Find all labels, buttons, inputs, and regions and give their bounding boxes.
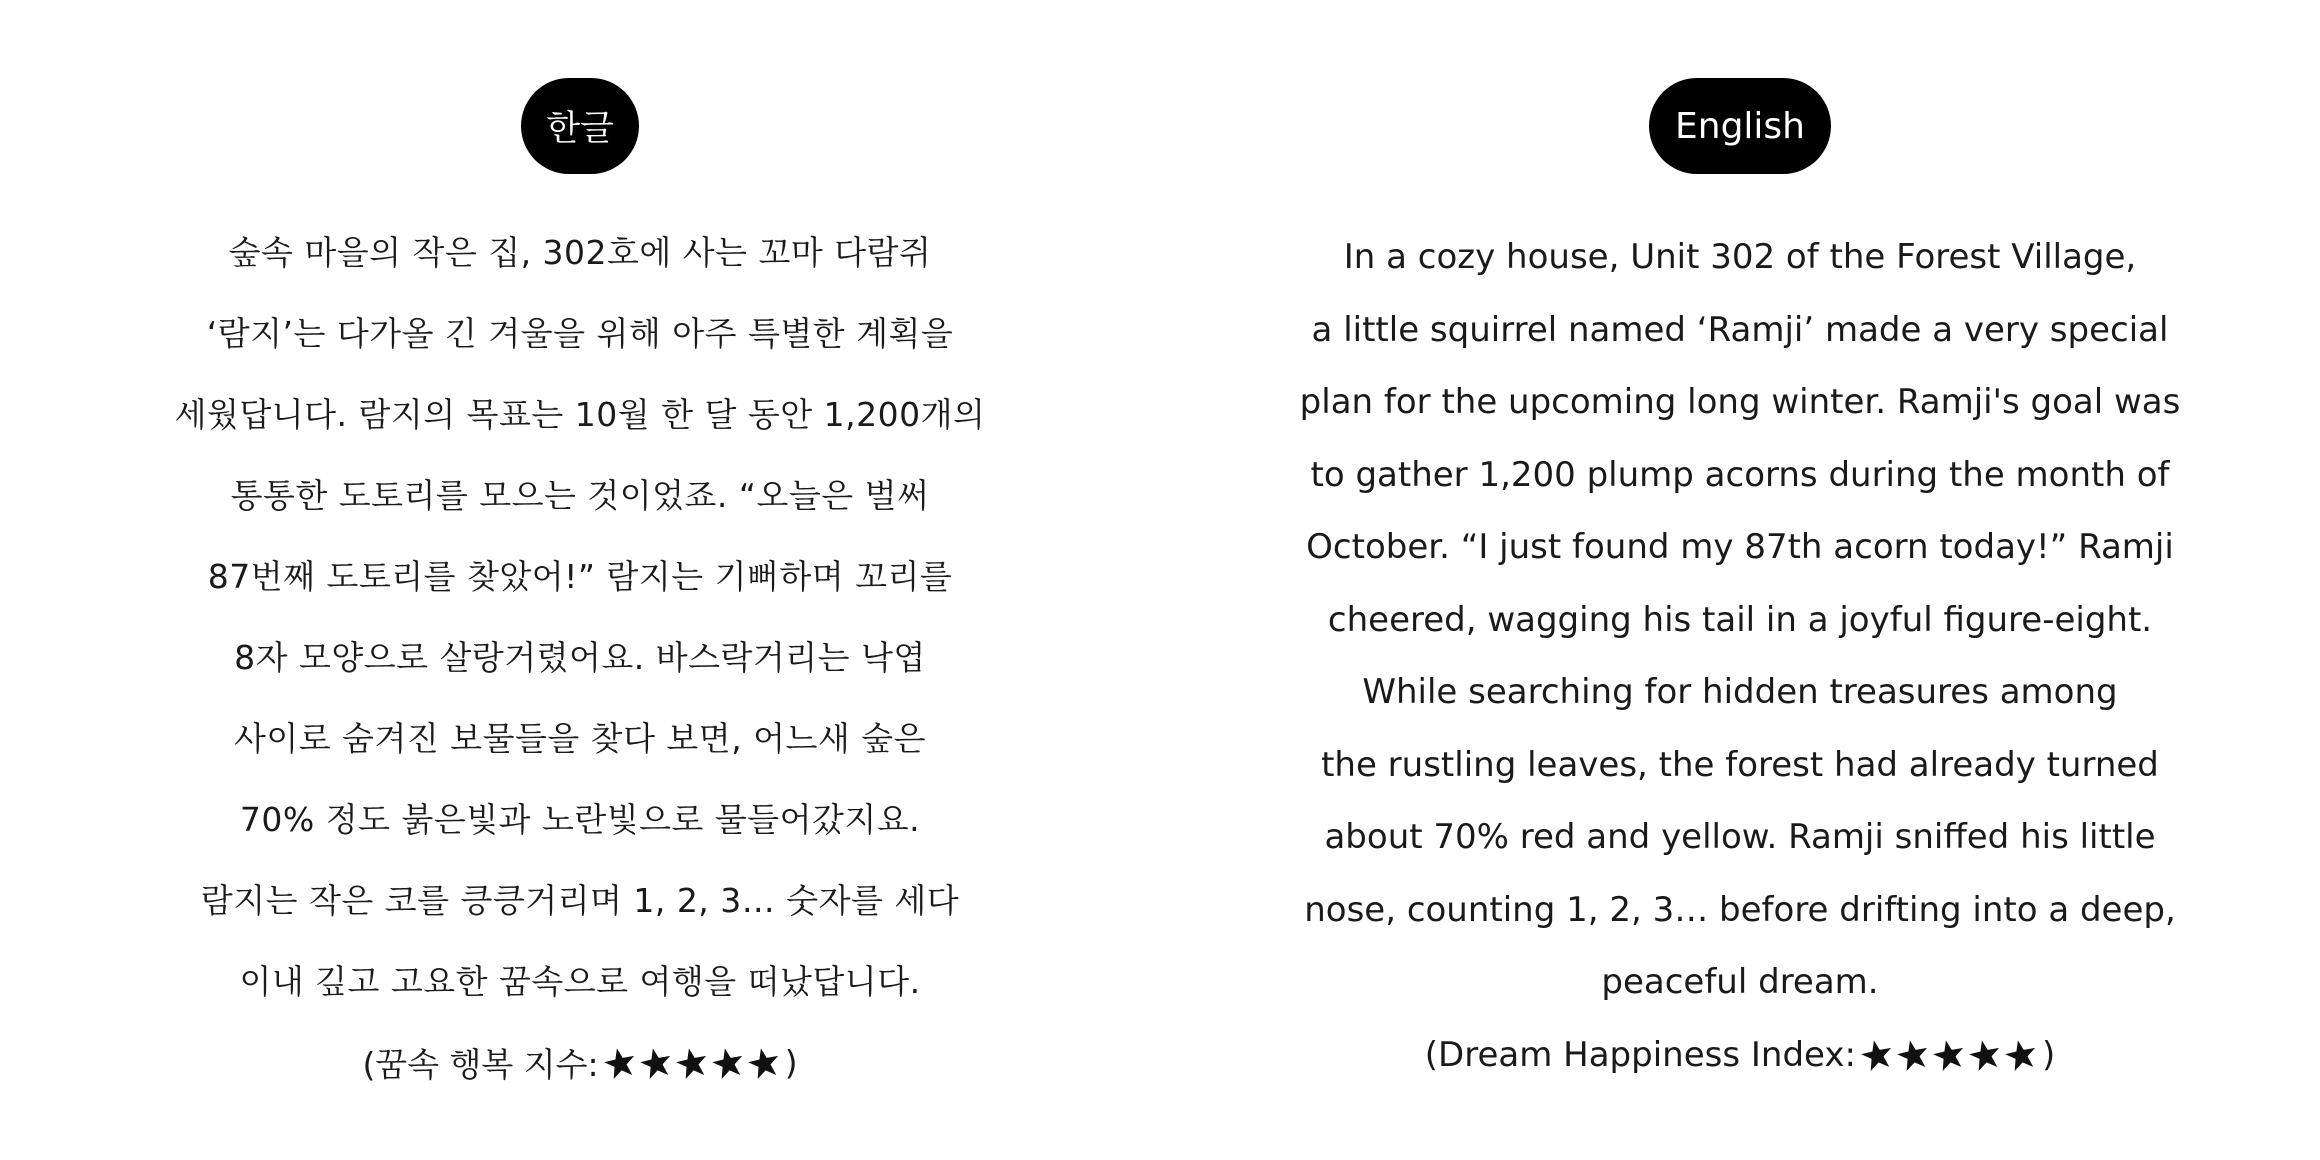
korean-index-label: (꿈속 행복 지수: xyxy=(362,1045,599,1084)
korean-story-text xyxy=(175,212,986,1103)
english-story-line: a little squirrel named ‘Ramji’ made a very special xyxy=(1311,309,2169,350)
star-icon xyxy=(675,1046,709,1080)
english-story-line: cheered, wagging his tail in a joyful figure-eight. xyxy=(1327,599,2153,640)
korean-language-badge: 한글 xyxy=(521,78,639,174)
star-icon xyxy=(603,1046,637,1080)
korean-story-line: 세웠답니다. 람지의 목표는 10월 한 달 동안 1,200개의 xyxy=(174,395,986,434)
english-story-line: October. “I just found my 87th acorn today!” Ramji xyxy=(1306,527,2174,567)
english-story-line: the rustling leaves, the forest had already turned xyxy=(1321,744,2159,785)
english-story-line: While searching for hidden treasures among xyxy=(1362,672,2118,712)
english-story-line: to gather 1,200 plump acorns during the month of xyxy=(1310,454,2170,495)
korean-story-line: 8자 모양으로 살랑거렸어요. 바스락거리는 낙엽 xyxy=(234,638,926,677)
english-star-rating xyxy=(1860,1038,2038,1072)
korean-story-line: 이내 깊고 고요한 꿈속으로 여행을 떠났답니다. xyxy=(239,962,921,1001)
korean-story-line: 람지는 작은 코를 킁킁거리며 1, 2, 3… 숫자를 세다 xyxy=(200,881,960,920)
english-language-badge: English xyxy=(1649,78,1831,174)
star-icon xyxy=(1860,1038,1894,1072)
star-icon xyxy=(1968,1038,2002,1072)
english-index-label: (Dream Happiness Index: xyxy=(1424,1034,1856,1075)
star-icon xyxy=(1932,1038,1966,1072)
star-icon xyxy=(2004,1038,2038,1072)
korean-story-line: 사이로 숨겨진 보물들을 찾다 보면, 어느새 숲은 xyxy=(233,719,927,758)
english-story-line: nose, counting 1, 2, 3… before drifting into a deep, xyxy=(1304,889,2176,930)
korean-index-close: ) xyxy=(784,1043,798,1082)
english-story-line: peaceful dream. xyxy=(1601,962,1879,1002)
korean-happiness-index xyxy=(362,1022,797,1103)
star-icon xyxy=(747,1046,781,1080)
star-icon xyxy=(639,1046,673,1080)
english-story-line: In a cozy house, Unit 302 of the Forest Village, xyxy=(1343,237,2137,277)
english-story-text xyxy=(1300,221,2181,1091)
korean-story-line: 숲속 마을의 작은 집, 302호에 사는 꼬마 다람쥐 xyxy=(228,233,932,272)
english-story-line: about 70% red and yellow. Ramji sniffed his little xyxy=(1324,817,2156,857)
korean-column xyxy=(80,0,1080,1160)
korean-story-line: 87번째 도토리를 찾았어!” 람지는 기뻐하며 꼬리를 xyxy=(207,557,953,596)
english-story-line: plan for the upcoming long winter. Ramji's goal was xyxy=(1299,382,2181,422)
star-icon xyxy=(1896,1038,1930,1072)
english-happiness-index xyxy=(1425,1019,2055,1092)
english-index-close: ) xyxy=(2041,1034,2056,1075)
korean-story-line: 통통한 도토리를 모으는 것이었죠. “오늘은 벌써 xyxy=(230,476,930,515)
korean-story-line: ‘람지’는 다가올 긴 겨울을 위해 아주 특별한 계획을 xyxy=(206,314,954,353)
english-column xyxy=(1240,0,2240,1160)
star-icon xyxy=(711,1046,745,1080)
korean-star-rating xyxy=(603,1046,781,1080)
korean-story-line: 70% 정도 붉은빛과 노란빛으로 물들어갔지요. xyxy=(239,800,921,839)
